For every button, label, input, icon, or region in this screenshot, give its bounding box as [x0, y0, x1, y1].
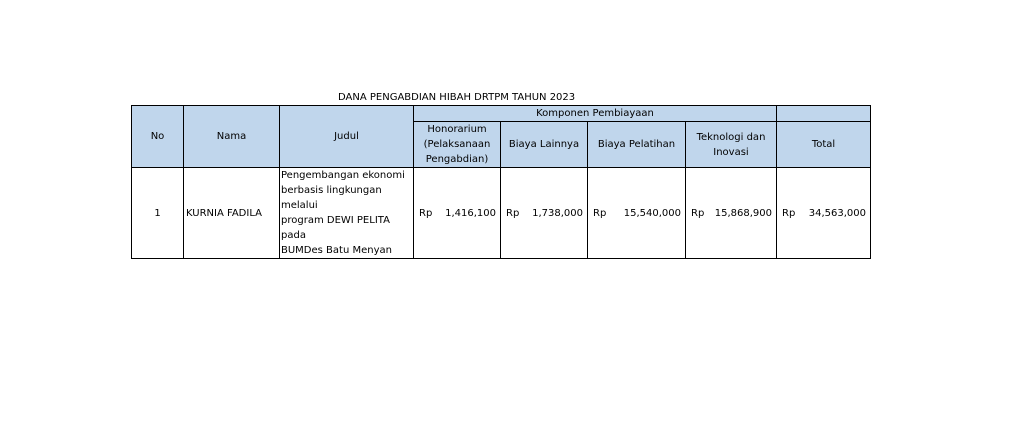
header-nama: Nama [184, 106, 280, 168]
cell-biaya-lainnya [501, 168, 588, 259]
currency-label: Rp [593, 207, 607, 219]
header-teknologi-line2: Inovasi [713, 146, 749, 158]
header-honorarium-line1: Honorarium [427, 124, 487, 135]
cell-biaya-pelatihan [588, 168, 686, 259]
amount-biaya-lainnya: 1,738,000 [532, 207, 583, 219]
currency-label: Rp [419, 207, 433, 219]
amount-total: 34,563,000 [808, 207, 866, 219]
cell-judul-line1: Pengembangan ekonomi [281, 170, 405, 181]
cell-judul-line2: berbasis lingkungan melalui [281, 185, 382, 211]
header-no: No [132, 106, 184, 168]
currency-label: Rp [691, 207, 705, 219]
header-judul: Judul [280, 106, 414, 168]
header-total-spacer [777, 106, 871, 122]
cell-total [777, 168, 871, 259]
cell-nama: KURNIA FADILA [184, 168, 280, 259]
cell-judul-line3: program DEWI PELITA pada [281, 215, 390, 241]
amount-honorarium: 1,416,100 [445, 207, 496, 219]
header-teknologi-line1: Teknologi dan [696, 131, 766, 143]
cell-no: 1 [132, 168, 184, 259]
funding-table [131, 105, 871, 259]
currency-label: Rp [506, 207, 520, 219]
header-honorarium [414, 122, 501, 168]
header-honorarium-line3: Pengabdian) [425, 154, 489, 165]
document-title: DANA PENGABDIAN HIBAH DRTPM TAHUN 2023 [338, 92, 576, 103]
header-biaya-pelatihan: Biaya Pelatihan [588, 122, 686, 168]
cell-teknologi [686, 168, 777, 259]
header-total: Total [777, 122, 871, 168]
amount-biaya-pelatihan: 15,540,000 [623, 207, 681, 219]
cell-judul [280, 168, 414, 259]
header-komponen-pembiayaan: Komponen Pembiayaan [414, 106, 777, 122]
currency-label: Rp [782, 207, 796, 219]
header-biaya-lainnya: Biaya Lainnya [501, 122, 588, 168]
cell-honorarium [414, 168, 501, 259]
table-row [132, 168, 871, 259]
amount-teknologi: 15,868,900 [714, 207, 772, 219]
header-teknologi [686, 122, 777, 168]
header-honorarium-line2: (Pelaksanaan [423, 139, 491, 150]
cell-judul-line4: BUMDes Batu Menyan [281, 245, 392, 256]
